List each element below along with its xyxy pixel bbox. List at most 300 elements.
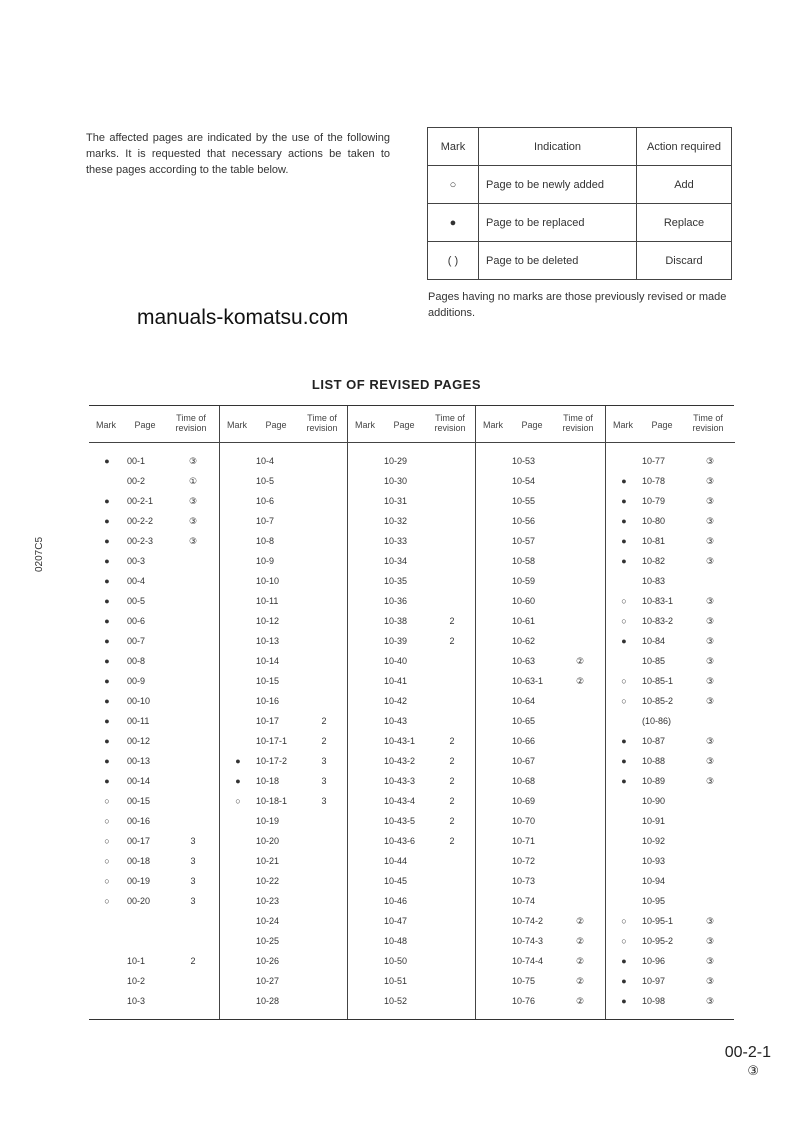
table-row (348, 892, 476, 912)
row-time: 3 (190, 896, 196, 906)
table-row (606, 852, 735, 872)
row-time: ③ (188, 496, 198, 506)
table-row (348, 472, 476, 492)
row-time: ③ (705, 596, 715, 606)
row-page: 10-63-1 (512, 676, 544, 686)
row-mark: ○ (104, 896, 110, 906)
row-mark: ● (104, 496, 110, 506)
row-mark: ● (621, 516, 627, 526)
table-row (606, 452, 735, 472)
table-row (220, 612, 348, 632)
row-page: 10-43-2 (384, 756, 416, 766)
table-row (348, 912, 476, 932)
column-group-1 (89, 406, 219, 1019)
table-row (348, 552, 476, 572)
table-row (476, 552, 606, 572)
table-row (476, 672, 606, 692)
table-row (606, 672, 735, 692)
legend-row-add (428, 166, 732, 204)
table-row (476, 572, 606, 592)
table-row (89, 912, 219, 932)
legend-action: Add (637, 166, 732, 204)
row-page: 00-20 (127, 896, 151, 906)
row-mark: ○ (621, 696, 627, 706)
row-mark: ● (621, 956, 627, 966)
row-page: 10-92 (642, 836, 666, 846)
watermark-text: manuals-komatsu.com (137, 306, 349, 329)
row-page: 10-84 (642, 636, 666, 646)
legend-note: Pages having no marks are those previously revised or made additions. (428, 291, 727, 319)
row-page: 00-16 (127, 816, 151, 826)
table-row (606, 832, 735, 852)
table-row (606, 572, 735, 592)
table-row (89, 832, 219, 852)
row-page: 00-8 (127, 656, 146, 666)
row-page: 10-3 (127, 996, 146, 1006)
table-row (89, 612, 219, 632)
table-row (348, 572, 476, 592)
row-page: 10-67 (512, 756, 536, 766)
table-row (89, 652, 219, 672)
table-row (606, 652, 735, 672)
column-group-header (476, 406, 606, 443)
table-row (476, 492, 606, 512)
row-page: 10-31 (384, 496, 408, 506)
intro-paragraph: The affected pages are indicated by the use of the following marks. It is requested that necessary actions be taken to these pages according to the table below. (86, 132, 390, 176)
row-page: 00-9 (127, 676, 146, 686)
header-mark: Mark (227, 420, 247, 430)
table-row (348, 452, 476, 472)
row-mark: ● (621, 996, 627, 1006)
table-row (348, 652, 476, 672)
mark-legend-table (427, 127, 732, 280)
table-row (220, 832, 348, 852)
table-row (606, 612, 735, 632)
row-page: 10-95 (642, 896, 666, 906)
row-page: 10-21 (256, 856, 280, 866)
table-row (476, 992, 606, 1012)
column-group-header (606, 406, 735, 443)
legend-mark-filled-circle: ● (428, 204, 479, 242)
table-row (476, 912, 606, 932)
table-row (89, 552, 219, 572)
row-mark: ● (104, 576, 110, 586)
table-row (220, 932, 348, 952)
row-page: 00-14 (127, 776, 151, 786)
table-row (89, 732, 219, 752)
row-mark: ● (621, 736, 627, 746)
table-row (476, 852, 606, 872)
legend-header-action: Action required (637, 128, 732, 166)
row-page: 10-54 (512, 476, 536, 486)
column-group-4 (475, 406, 606, 1019)
row-page: 10-80 (642, 516, 666, 526)
row-page: 00-19 (127, 876, 151, 886)
row-page: 10-68 (512, 776, 536, 786)
row-time: ② (575, 936, 585, 946)
row-mark: ● (104, 756, 110, 766)
row-mark: ● (104, 616, 110, 626)
table-row (476, 512, 606, 532)
row-page: 00-12 (127, 736, 151, 746)
row-mark: ● (104, 736, 110, 746)
table-row (220, 852, 348, 872)
row-page: 10-46 (384, 896, 408, 906)
table-row (476, 692, 606, 712)
table-row (606, 632, 735, 652)
row-page: 10-24 (256, 916, 280, 926)
row-mark: ○ (621, 596, 627, 606)
table-row (476, 752, 606, 772)
table-row (89, 692, 219, 712)
table-row (476, 592, 606, 612)
table-row (220, 512, 348, 532)
header-time-of-revision (300, 413, 344, 433)
row-page: 10-35 (384, 576, 408, 586)
table-row (606, 912, 735, 932)
row-page: 10-75 (512, 976, 536, 986)
row-page: 10-98 (642, 996, 666, 1006)
row-mark: ● (621, 976, 627, 986)
row-mark: ● (621, 756, 627, 766)
row-page: 10-83 (642, 576, 666, 586)
row-time: ③ (705, 476, 715, 486)
row-mark: ○ (621, 616, 627, 626)
row-time: 2 (449, 796, 455, 806)
row-page: 10-65 (512, 716, 536, 726)
row-time: ② (575, 976, 585, 986)
table-row (220, 472, 348, 492)
table-row (476, 612, 606, 632)
row-time: 3 (321, 776, 327, 786)
table-row (220, 972, 348, 992)
row-mark: ● (104, 676, 110, 686)
row-time: ① (188, 476, 198, 486)
row-page: 10-43-1 (384, 736, 416, 746)
column-group-header (348, 406, 476, 443)
header-time-of-revision (686, 413, 730, 433)
row-time: ② (575, 956, 585, 966)
header-mark: Mark (96, 420, 116, 430)
row-page: 10-25 (256, 936, 280, 946)
row-page: 00-5 (127, 596, 146, 606)
row-page: 10-15 (256, 676, 280, 686)
table-row (606, 472, 735, 492)
header-page: Page (265, 420, 287, 430)
table-row (606, 592, 735, 612)
row-page: 10-44 (384, 856, 408, 866)
row-page: 10-48 (384, 936, 408, 946)
table-row (220, 552, 348, 572)
table-row (89, 472, 219, 492)
legend-header-row (428, 128, 732, 166)
revision-number: ③ (747, 1063, 759, 1078)
header-time-line2: revision (306, 423, 338, 433)
table-row (348, 752, 476, 772)
row-time: ③ (705, 496, 715, 506)
row-page: 00-6 (127, 616, 146, 626)
row-page: 10-57 (512, 536, 536, 546)
row-page: 10-17-1 (256, 736, 288, 746)
table-row (89, 892, 219, 912)
header-mark: Mark (613, 420, 633, 430)
row-page: 10-53 (512, 456, 536, 466)
table-row (89, 872, 219, 892)
header-time-of-revision (556, 413, 600, 433)
row-page: 10-74-2 (512, 916, 544, 926)
table-row (476, 732, 606, 752)
header-time-line1: Time of (563, 413, 593, 423)
legend-mark-parentheses: ( ) (428, 242, 479, 280)
row-mark: ● (104, 776, 110, 786)
row-page: 10-60 (512, 596, 536, 606)
row-page: 00-17 (127, 836, 151, 846)
table-row (476, 872, 606, 892)
table-row (348, 692, 476, 712)
table-row (606, 492, 735, 512)
table-row (348, 992, 476, 1012)
table-row (476, 812, 606, 832)
table-row (606, 872, 735, 892)
row-time: 2 (321, 716, 327, 726)
row-time: 2 (449, 636, 455, 646)
row-page: 10-81 (642, 536, 666, 546)
table-row (606, 792, 735, 812)
row-mark: ○ (104, 796, 110, 806)
row-page: 10-79 (642, 496, 666, 506)
table-row (606, 952, 735, 972)
row-time: 2 (449, 736, 455, 746)
row-page: 10-23 (256, 896, 280, 906)
row-page: 10-29 (384, 456, 408, 466)
row-page: 10-17 (256, 716, 280, 726)
row-page: 10-85-1 (642, 676, 674, 686)
row-time: ② (575, 996, 585, 1006)
row-page: 10-97 (642, 976, 666, 986)
row-page: 10-19 (256, 816, 280, 826)
row-page: 10-94 (642, 876, 666, 886)
row-time: 3 (321, 796, 327, 806)
table-row (476, 972, 606, 992)
row-page: 10-74-3 (512, 936, 544, 946)
row-page: 10-77 (642, 456, 666, 466)
header-time-line1: Time of (176, 413, 206, 423)
table-row (606, 752, 735, 772)
table-row (220, 812, 348, 832)
table-row (606, 552, 735, 572)
row-time: 2 (449, 836, 455, 846)
table-row (606, 732, 735, 752)
table-row (220, 752, 348, 772)
row-page: 00-10 (127, 696, 151, 706)
row-mark: ● (104, 456, 110, 466)
row-mark: ○ (104, 816, 110, 826)
row-time: ③ (188, 536, 198, 546)
table-row (89, 672, 219, 692)
row-page: 10-41 (384, 676, 408, 686)
header-time-line1: Time of (693, 413, 723, 423)
table-row (89, 512, 219, 532)
row-page: 00-2-1 (127, 496, 154, 506)
row-time: ③ (188, 456, 198, 466)
row-page: 10-40 (384, 656, 408, 666)
row-time: 2 (190, 956, 196, 966)
table-row (476, 932, 606, 952)
table-row (220, 572, 348, 592)
row-page: 10-83-1 (642, 596, 674, 606)
table-row (220, 692, 348, 712)
header-time-line2: revision (434, 423, 466, 433)
table-row (89, 532, 219, 552)
row-page: 10-33 (384, 536, 408, 546)
row-page: 00-7 (127, 636, 146, 646)
table-row (220, 652, 348, 672)
row-page: 10-12 (256, 616, 280, 626)
table-row (89, 572, 219, 592)
column-group-2 (219, 406, 348, 1019)
table-row (348, 872, 476, 892)
row-page: 10-55 (512, 496, 536, 506)
row-page: 10-83-2 (642, 616, 674, 626)
row-page: 10-17-2 (256, 756, 288, 766)
table-row (476, 832, 606, 852)
table-row (220, 632, 348, 652)
table-row (348, 632, 476, 652)
row-time: ③ (705, 976, 715, 986)
column-group-3 (347, 406, 476, 1019)
row-page: 10-4 (256, 456, 275, 466)
page-number: 00-2-1 (724, 1044, 771, 1061)
row-time: ③ (705, 696, 715, 706)
row-time: 3 (190, 876, 196, 886)
row-mark: ○ (235, 796, 241, 806)
table-row (476, 632, 606, 652)
header-time-line1: Time of (435, 413, 465, 423)
row-page: 10-73 (512, 876, 536, 886)
table-row (476, 712, 606, 732)
table-row (606, 812, 735, 832)
row-mark: ● (104, 596, 110, 606)
row-page: 10-28 (256, 996, 280, 1006)
table-row (89, 972, 219, 992)
legend-indication: Page to be replaced (479, 204, 637, 242)
row-mark: ● (104, 536, 110, 546)
row-page: 10-10 (256, 576, 280, 586)
row-page: 10-85-2 (642, 696, 674, 706)
row-page: 10-43-3 (384, 776, 416, 786)
table-row (89, 712, 219, 732)
header-time-line2: revision (562, 423, 594, 433)
table-row (220, 872, 348, 892)
column-group-5 (605, 406, 735, 1019)
table-row (606, 892, 735, 912)
table-row (348, 792, 476, 812)
table-row (89, 592, 219, 612)
revised-pages-table (89, 405, 734, 1020)
row-time: ③ (188, 516, 198, 526)
row-page: 10-45 (384, 876, 408, 886)
row-page: 10-93 (642, 856, 666, 866)
table-row (220, 772, 348, 792)
row-time: 2 (449, 616, 455, 626)
row-page: 10-78 (642, 476, 666, 486)
row-time: ③ (705, 556, 715, 566)
table-row (476, 472, 606, 492)
row-page: 10-11 (256, 596, 279, 606)
table-row (606, 992, 735, 1012)
row-mark: ● (104, 696, 110, 706)
row-time: ③ (705, 536, 715, 546)
row-page: 10-42 (384, 696, 408, 706)
row-mark: ● (104, 556, 110, 566)
row-page: 10-62 (512, 636, 536, 646)
table-row (89, 812, 219, 832)
row-page: 10-96 (642, 956, 666, 966)
row-page: 10-7 (256, 516, 275, 526)
table-row (220, 492, 348, 512)
row-page: 10-76 (512, 996, 536, 1006)
legend-row-discard (428, 242, 732, 280)
row-page: 00-15 (127, 796, 151, 806)
header-page: Page (651, 420, 673, 430)
table-row (476, 532, 606, 552)
row-page: 10-51 (384, 976, 408, 986)
table-row (348, 832, 476, 852)
table-row (89, 632, 219, 652)
table-row (348, 952, 476, 972)
row-time: ③ (705, 776, 715, 786)
row-page: 10-82 (642, 556, 666, 566)
column-group-header (89, 406, 219, 443)
row-page: 10-85 (642, 656, 666, 666)
legend-action: Replace (637, 204, 732, 242)
header-time-of-revision (169, 413, 213, 433)
table-row (348, 772, 476, 792)
row-page: 10-59 (512, 576, 536, 586)
table-row (89, 792, 219, 812)
table-row (476, 892, 606, 912)
side-code: 0207C5 (34, 536, 45, 572)
row-page: 10-95-1 (642, 916, 674, 926)
row-page: 10-27 (256, 976, 280, 986)
row-page: 10-74 (512, 896, 536, 906)
row-time: ③ (705, 656, 715, 666)
row-time: ③ (705, 916, 715, 926)
row-page: 10-89 (642, 776, 666, 786)
legend-header-indication: Indication (479, 128, 637, 166)
row-time: 2 (449, 756, 455, 766)
legend-indication: Page to be newly added (479, 166, 637, 204)
row-page: 10-52 (384, 996, 408, 1006)
row-page: 10-22 (256, 876, 280, 886)
header-mark: Mark (483, 420, 503, 430)
row-page: 00-3 (127, 556, 146, 566)
row-page: 10-95-2 (642, 936, 674, 946)
row-page: 10-43-5 (384, 816, 416, 826)
table-row (476, 792, 606, 812)
row-mark: ○ (104, 836, 110, 846)
page-footer (725, 1044, 771, 1080)
row-mark: ● (621, 536, 627, 546)
row-mark: ○ (104, 856, 110, 866)
row-time: 2 (449, 816, 455, 826)
legend-action: Discard (637, 242, 732, 280)
table-row (348, 512, 476, 532)
header-time-line2: revision (692, 423, 724, 433)
legend-mark-open-circle: ○ (428, 166, 479, 204)
row-mark: ○ (621, 916, 627, 926)
row-time: ③ (705, 936, 715, 946)
